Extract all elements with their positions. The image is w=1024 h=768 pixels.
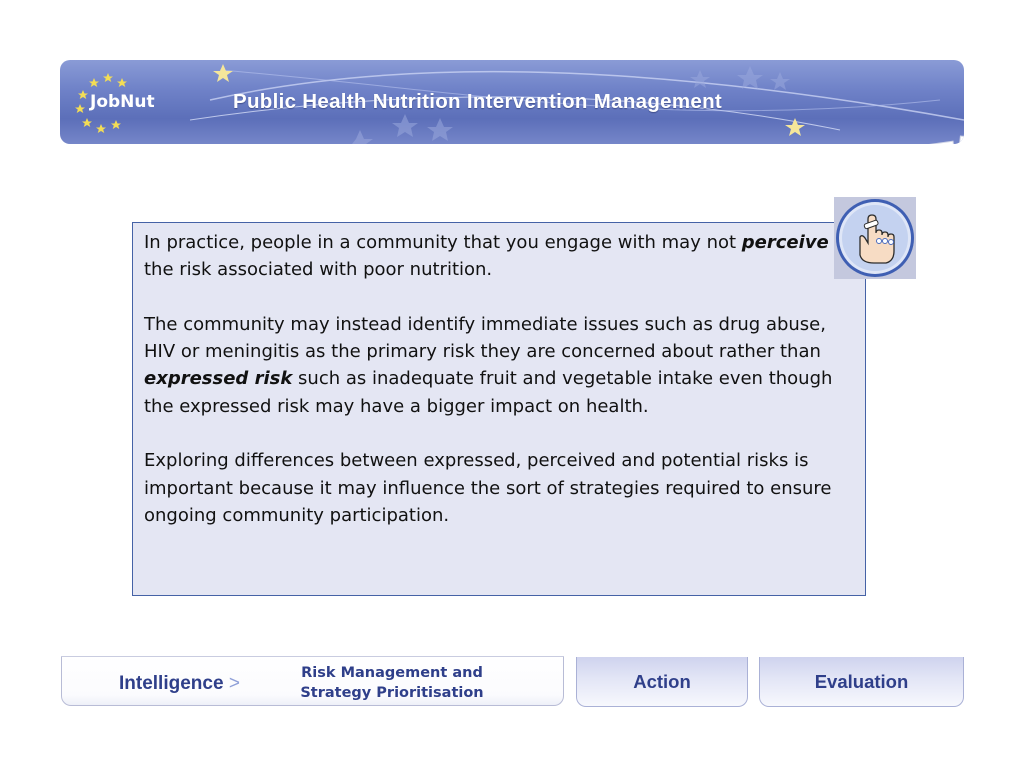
paragraph-3: Exploring differences between expressed, perceived and potential risks is important because it may influence the sort of strategies required to ensure ongoing community participation.	[144, 450, 832, 526]
p2-text-end: such as inadequate fruit and vegetable intake even though the expressed risk may have a bigger impact on health.	[144, 368, 833, 417]
p2-emphasis: expressed risk	[144, 368, 293, 390]
photos-icon	[908, 132, 964, 144]
logo-text: JobNut	[90, 92, 155, 112]
risk-management-tab[interactable]: Risk Management and Strategy Prioritisation	[300, 665, 484, 701]
page-title: Public Health Nutrition Intervention Management	[233, 90, 723, 113]
content-text	[144, 229, 844, 557]
breadcrumb-separator: >	[228, 673, 240, 694]
paragraph-1	[144, 229, 844, 284]
intelligence-label-text: Intelligence	[119, 673, 224, 694]
action-tab[interactable]: Action	[576, 657, 748, 707]
p1-text-end: the risk associated with poor nutrition.	[144, 259, 493, 281]
p1-emphasis: perceive	[741, 232, 829, 253]
p2-text: The community may instead identify immediate issues such as drug abuse, HIV or meningitis as the primary risk they are concerned about rather than	[144, 313, 826, 363]
paragraph-2	[144, 311, 844, 420]
p1-text: In practice, people in a community that you engage with may not	[144, 232, 742, 253]
intelligence-label[interactable]	[119, 673, 240, 695]
evaluation-tab[interactable]: Evaluation	[759, 657, 964, 707]
hand-icon	[834, 197, 916, 279]
intelligence-tab-topline	[61, 656, 564, 657]
